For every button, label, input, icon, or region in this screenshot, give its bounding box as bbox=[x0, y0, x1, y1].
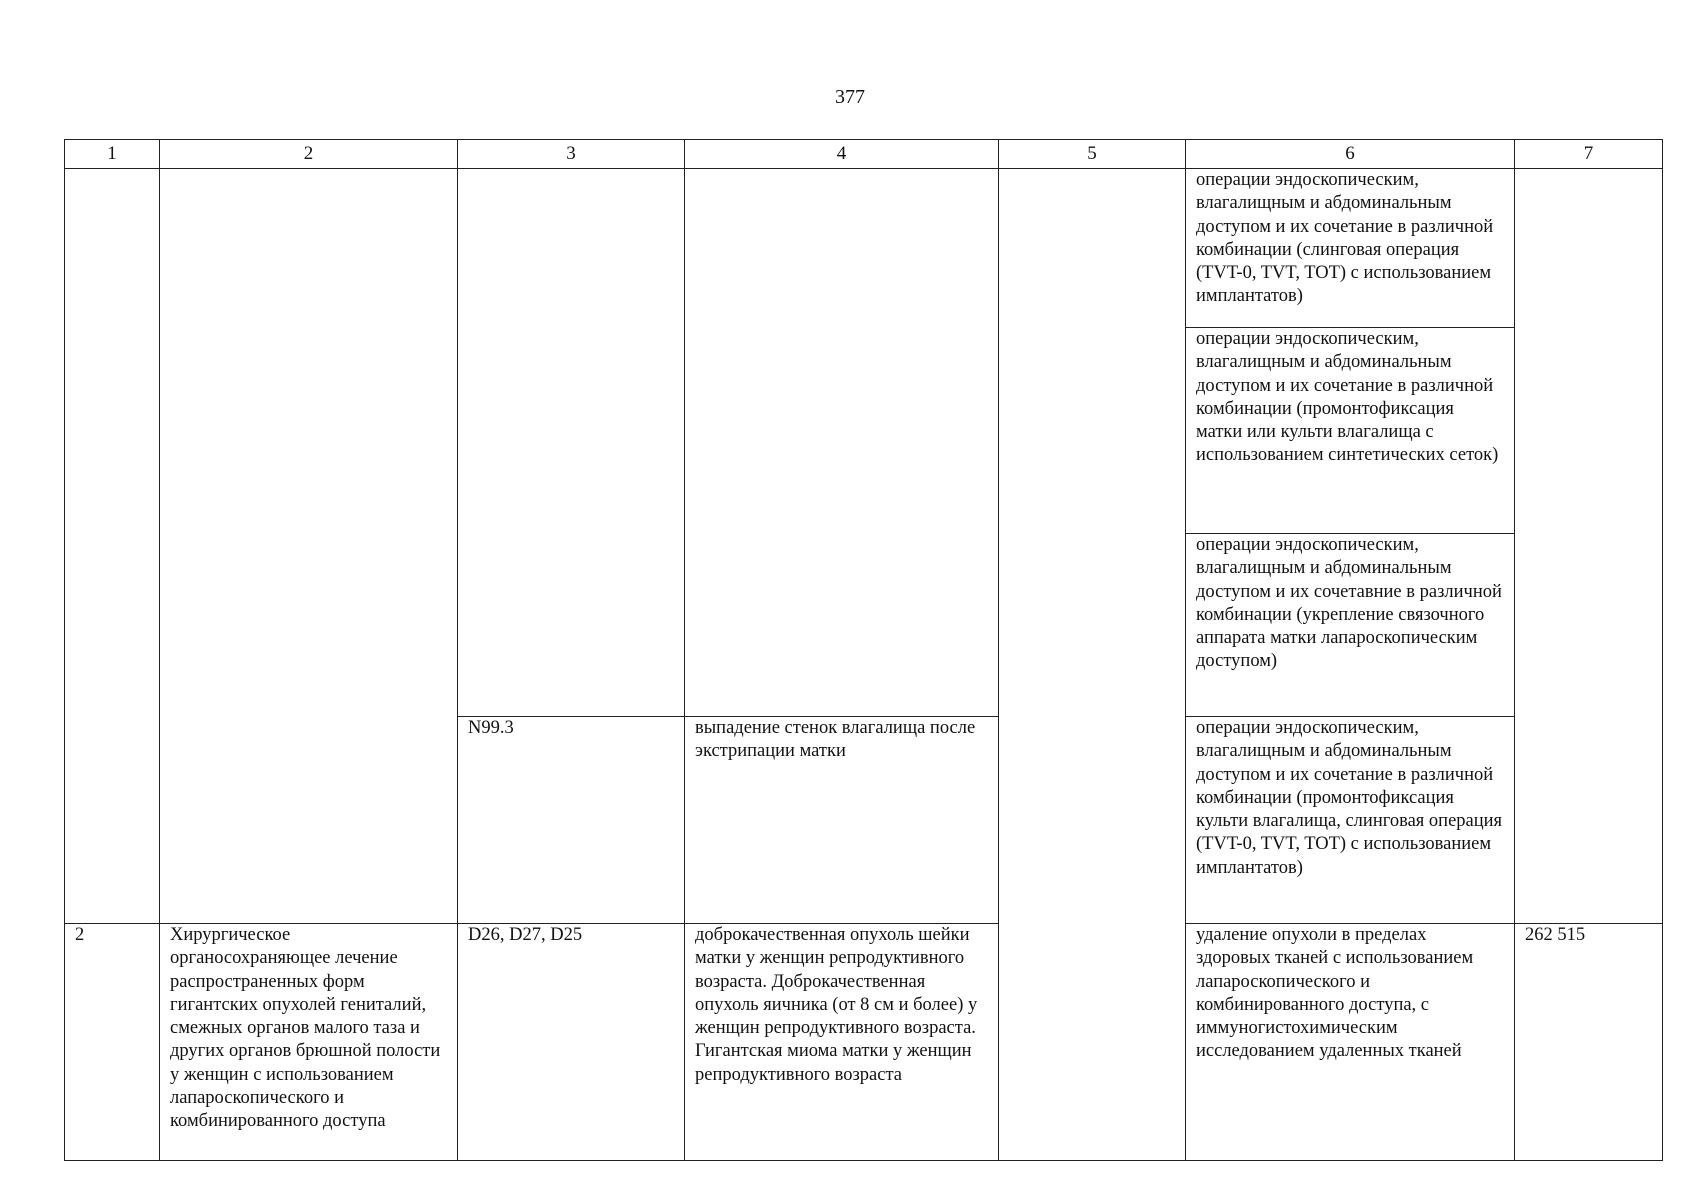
column-header: 7 bbox=[1515, 140, 1663, 169]
row-number-cell: 2 bbox=[65, 924, 160, 1161]
medical-care-table bbox=[64, 139, 1663, 1161]
method-cell: операции эндоскопическим, влагалищным и абдоминальным доступом и их сочетание в различной комбинации (слинговая операция (TVT-0, TVT, TOT) с использованием имплантатов) bbox=[1186, 169, 1515, 328]
page-number: 377 bbox=[835, 86, 865, 108]
icd-code-cell: N99.3 bbox=[458, 717, 685, 924]
row-number-cell bbox=[65, 169, 160, 924]
column-number-row bbox=[65, 140, 1663, 169]
treatment-model-cell bbox=[999, 169, 1186, 1161]
column-header: 3 bbox=[458, 140, 685, 169]
column-header: 6 bbox=[1186, 140, 1515, 169]
column-header: 5 bbox=[999, 140, 1186, 169]
column-header: 2 bbox=[160, 140, 458, 169]
cost-cell bbox=[1515, 169, 1663, 924]
method-cell: операции эндоскопическим, влагалищным и абдоминальным доступом и их сочетание в различной комбинации (промонтофиксация культи влагалища, слинговая операция (TVT-0, TVT, TOT) с использованием имплантатов) bbox=[1186, 717, 1515, 924]
cost-cell: 262 515 bbox=[1515, 924, 1663, 1161]
table-row bbox=[65, 924, 1663, 1161]
diagnosis-cell: выпадение стенок влагалища после экстрипации матки bbox=[685, 717, 999, 924]
diagnosis-cell bbox=[685, 169, 999, 717]
method-cell: удаление опухоли в пределах здоровых тканей с использованием лапароскопического и комбинированного доступа, с иммуногистохимическим исследованием удаленных тканей bbox=[1186, 924, 1515, 1161]
table-row bbox=[65, 169, 1663, 328]
icd-code-cell bbox=[458, 169, 685, 717]
column-header: 4 bbox=[685, 140, 999, 169]
icd-code-cell: D26, D27, D25 bbox=[458, 924, 685, 1161]
method-cell: операции эндоскопическим, влагалищным и абдоминальным доступом и их сочетавние в различной комбинации (укрепление связочного аппарата матки лапароскопическим доступом) bbox=[1186, 534, 1515, 717]
column-header: 1 bbox=[65, 140, 160, 169]
care-type-cell bbox=[160, 169, 458, 924]
diagnosis-cell: доброкачественная опухоль шейки матки у женщин репродуктивного возраста. Доброкачественная опухоль яичника (от 8 см и более) у женщин репродуктивного возраста. Гигантская миома матки у женщин репродуктивного возраста bbox=[685, 924, 999, 1161]
method-cell: операции эндоскопическим, влагалищным и абдоминальным доступом и их сочетание в различной комбинации (промонтофиксация матки или культи влагалища с использованием синтетических сеток) bbox=[1186, 328, 1515, 534]
care-type-cell: Хирургическое органосохраняющее лечение распространенных форм гигантских опухолей гениталий, смежных органов малого таза и других органов брюшной полости у женщин с использованием лапароскопического и комбинированного доступа bbox=[160, 924, 458, 1161]
